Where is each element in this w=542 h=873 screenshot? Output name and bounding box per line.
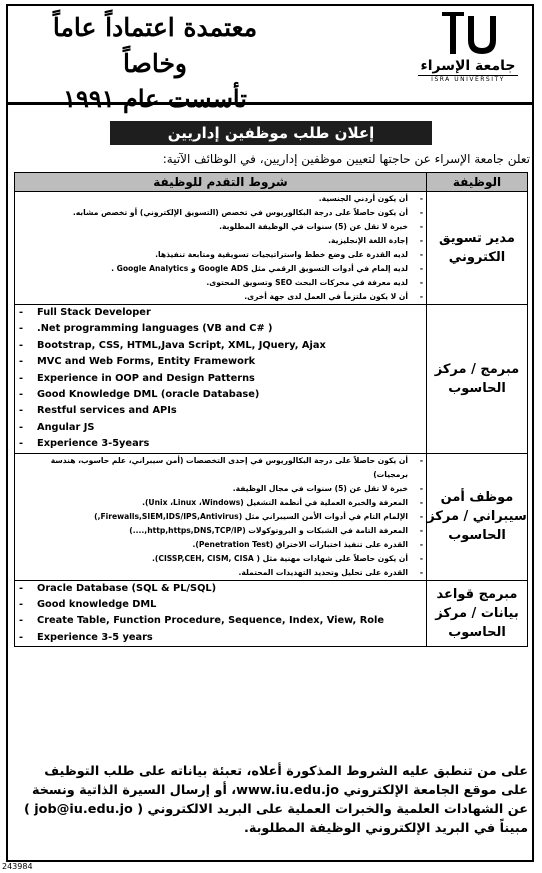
intro-text: تعلن جامعة الإسراء عن حاجتها لتعيين موظفين إداريين، في الوظائف الآتية: [162, 152, 530, 166]
table-row [15, 305, 528, 454]
logo-name-en: ISRA UNIVERSITY [418, 75, 518, 84]
job-requirements [15, 453, 427, 580]
list-item: - أن يكون حاصلاً على درجة البكالوريوس في تخصص (التسويق الإلكتروني) أو تخصص مشابه. [15, 206, 426, 220]
list-item: - Angular JS [15, 420, 426, 436]
list-item: - لديه معرفة في محركات البحث SEO وتسويق المحتوى. [15, 276, 426, 290]
list-item: - أن يكون أردني الجنسية. [15, 192, 426, 206]
list-item: - أن يكون حاصلاً على شهادات مهنية مثل ( CISSP,CEH, CISM, CISA). [15, 552, 426, 566]
column-header-requirements: شروط التقدم للوظيفة [15, 173, 427, 192]
university-logo [412, 10, 524, 98]
application-instructions: على من تنطبق عليه الشروط المذكورة أعلاه، تعبئة بياناته على طلب التوظيف على موقع الجامعة الإلكتروني www.iu.edu.jo، أو إرسال السيرة الذاتية ونسخة عن الشهادات العلمية والخبرات العملية على البريد الالكتروني ( job@iu.edu.jo ) مبيناً في البريد الإلكتروني الوظيفة المطلوبة. [23, 764, 528, 836]
column-header-job: الوظيفة [427, 173, 528, 192]
job-title: مدير تسويق الكتروني [427, 192, 528, 305]
ad-number: 243984 [2, 862, 33, 871]
list-item: - Restful services and APIs [15, 403, 426, 419]
job-title: موظف أمن سيبراني / مركز الحاسوب [427, 453, 528, 580]
accreditation-line-1: معتمدة اعتماداً عاماً وخاصاً [52, 13, 258, 78]
isra-logo-icon [438, 10, 498, 56]
accreditation-line-2: تأسست عام ١٩٩١ [63, 84, 247, 113]
list-item: - أن يكون حاصلاً على درجة البكالوريوس في إحدى التخصصات (أمن سيبراني، علم حاسوب، هندسة برمجيات) [15, 454, 426, 482]
list-item: - Full Stack Developer [15, 305, 426, 321]
list-item: - خبرة لا تقل عن (5) سنوات في الوظيفة المطلوبة. [15, 220, 426, 234]
list-item: - خبرة لا تقل عن (5) سنوات في مجال الوظيفة. [15, 482, 426, 496]
list-item: - لديه إلمام في أدوات التسويق الرقمي مثل Google ADS و Google Analytics . [15, 262, 426, 276]
list-item: - Create Table, Function Procedure, Sequence, Index, View, Role [15, 613, 426, 629]
list-item: - Oracle Database (SQL & PL/SQL) [15, 581, 426, 597]
table-row [15, 453, 528, 580]
list-item: - القدرة على تنفيذ اختبارات الاختراق (Penetration Test). [15, 538, 426, 552]
job-requirements [15, 192, 427, 305]
job-requirements [15, 580, 427, 647]
logo-name-ar: جامعة الإسراء [420, 58, 516, 74]
list-item: - الإلمام التام في أدوات الأمن السيبراني مثل (Firewalls,SIEM,IDS/IPS,Antivirus,) [15, 510, 426, 524]
list-item: - أن لا يكون ملتزماً في العمل لدى جهة أخرى. [15, 290, 426, 304]
list-item: - Bootstrap, CSS, HTML,Java Script, XML, JQuery, Ajax [15, 338, 426, 354]
list-item: - Experience 3-5 years [15, 630, 426, 646]
list-item: - MVC and Web Forms, Entity Framework [15, 354, 426, 370]
list-item: - Experience in OOP and Design Patterns [15, 371, 426, 387]
list-item: - .Net programming languages (VB and C# ) [15, 321, 426, 337]
list-item: - Good knowledge DML [15, 597, 426, 613]
list-item: - لديه القدرة على وضع خطط واستراتيجيات تسويقية ومتابعة تنفيذها. [15, 248, 426, 262]
list-item: - Experience 3-5years [15, 436, 426, 452]
list-item: - المعرفة والخبرة العملية في أنظمة التشغيل (Unix ،Linux ،Windows). [15, 496, 426, 510]
job-title: مبرمج قواعد بيانات / مركز الحاسوب [427, 580, 528, 647]
list-item: - إجادة اللغة الإنجليزية. [15, 234, 426, 248]
table-header-row [15, 173, 528, 192]
table-row [15, 580, 528, 647]
list-item: - المعرفة التامة في الشبكات و البروتوكولات (http,https,DNS,TCP/IP,....) [15, 524, 426, 538]
ad-title-banner: إعلان طلب موظفين إداريين [110, 121, 432, 145]
list-item: - Good Knowledge DML (oracle Database) [15, 387, 426, 403]
jobs-table [14, 172, 528, 647]
job-title: مبرمج / مركز الحاسوب [427, 305, 528, 454]
accreditation-block [40, 10, 270, 116]
table-row [15, 192, 528, 305]
list-item: - القدرة على تحليل وتحديد التهديدات المحتملة. [15, 566, 426, 580]
job-requirements [15, 305, 427, 454]
